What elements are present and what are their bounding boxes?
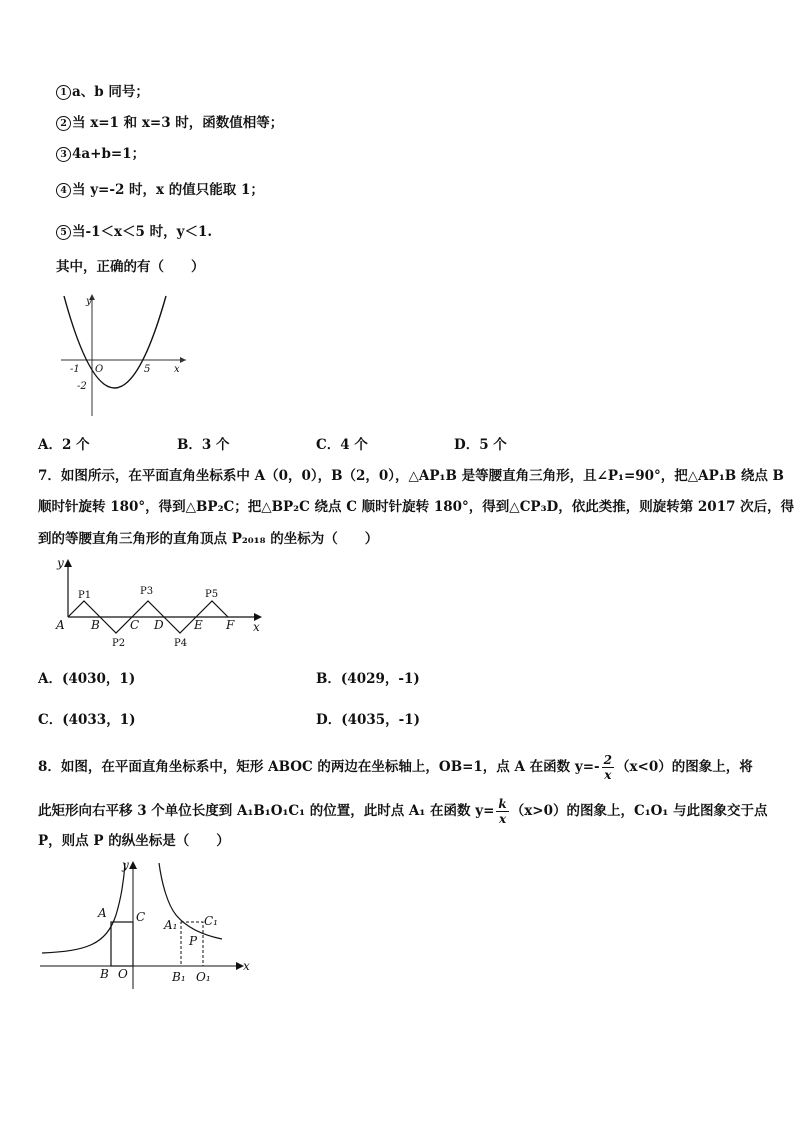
q6-option-b: B．3 个 bbox=[177, 437, 230, 453]
point-p5-label: P5 bbox=[205, 589, 219, 600]
point-a1-label: A₁ bbox=[164, 918, 178, 932]
point-b-label: B bbox=[91, 618, 100, 632]
point-b1-label: B₁ bbox=[172, 970, 186, 984]
hyperbola-figure bbox=[36, 855, 261, 990]
point-p3-label: P3 bbox=[140, 586, 154, 597]
statement-3 bbox=[56, 145, 145, 163]
statement-text: 当 x=1 和 x=3 时，函数值相等； bbox=[72, 115, 284, 131]
point-c-label: C bbox=[136, 910, 146, 924]
q8-text: （x>0）的图象上，C₁O₁ 与此图象交于点 bbox=[510, 803, 768, 819]
statement-5 bbox=[56, 223, 212, 241]
q7-option-c: C．(4033，1) bbox=[38, 712, 136, 728]
circled-number: 3 bbox=[56, 147, 71, 162]
q6-option-d: D．5 个 bbox=[454, 437, 507, 453]
q6-option-a: A．2 个 bbox=[38, 437, 90, 453]
circled-number: 2 bbox=[56, 116, 71, 131]
parabola-graph bbox=[56, 290, 191, 420]
tick-label-5: 5 bbox=[144, 364, 151, 375]
axis-y-label: y bbox=[57, 556, 64, 570]
axis-y-label: y bbox=[122, 858, 129, 872]
q8-text: 8．如图，在平面直角坐标系中，矩形 ABOC 的两边在坐标轴上，OB=1，点 A 在函数 y=- bbox=[38, 759, 600, 775]
circled-number: 1 bbox=[56, 85, 71, 100]
q7-line-3: 到的等腰直角三角形的直角顶点 P₂₀₁₈ 的坐标为（ ） bbox=[38, 531, 379, 547]
q8-line-1 bbox=[38, 753, 753, 782]
point-o1-label: O₁ bbox=[196, 970, 211, 984]
point-p-label: P bbox=[189, 934, 198, 948]
circled-number: 4 bbox=[56, 183, 71, 198]
rotation-figure bbox=[54, 555, 269, 655]
q8-line-2 bbox=[38, 797, 768, 826]
point-f-label: F bbox=[226, 618, 235, 632]
point-c1-label: C₁ bbox=[204, 914, 218, 928]
q7-line-1: 7．如图所示，在平面直角坐标系中 A（0，0），B（2，0），△AP₁B 是等腰直角三角形，且∠P₁=90°，把△AP₁B 绕点 B bbox=[38, 468, 784, 484]
fraction-denominator: x bbox=[498, 812, 507, 826]
statement-2 bbox=[56, 114, 283, 132]
fraction-denominator: x bbox=[604, 768, 612, 782]
statement-1 bbox=[56, 83, 149, 101]
statement-4 bbox=[56, 181, 264, 199]
point-c-label: C bbox=[130, 618, 140, 632]
y-axis-label: y bbox=[86, 296, 92, 307]
circled-number: 5 bbox=[56, 225, 71, 240]
q8-line-3: P，则点 P 的纵坐标是（ ） bbox=[38, 833, 230, 849]
fraction-numerator: 2 bbox=[603, 753, 612, 767]
tick-label-neg1: -1 bbox=[70, 364, 80, 375]
statement-text: 当-1＜x＜5 时，y＜1. bbox=[72, 224, 213, 240]
q8-text: （x<0）的图象上，将 bbox=[616, 759, 753, 775]
statement-text: 当 y=-2 时，x 的值只能取 1； bbox=[72, 182, 264, 198]
point-a-label: A bbox=[56, 618, 65, 632]
q7-line-2: 顺时针旋转 180°，得到△BP₂C；把△BP₂C 绕点 C 顺时针旋转 180°，得到△CP₃D，依此类推，则旋转第 2017 次后，得 bbox=[38, 499, 794, 515]
fraction-neg-2-over-x bbox=[602, 753, 614, 782]
axis-x-label: x bbox=[253, 620, 260, 634]
q6-option-c: C．4 个 bbox=[316, 437, 368, 453]
x-axis-label: x bbox=[174, 364, 180, 375]
point-p2-label: P2 bbox=[112, 638, 126, 649]
origin-label: O bbox=[95, 364, 104, 375]
point-o-label: O bbox=[118, 967, 128, 981]
statement-text: 4a+b=1； bbox=[72, 146, 146, 162]
tick-label-neg2: -2 bbox=[77, 381, 87, 392]
q7-option-b: B．(4029，-1) bbox=[316, 671, 420, 687]
point-b-label: B bbox=[100, 967, 109, 981]
point-p4-label: P4 bbox=[174, 638, 188, 649]
point-d-label: D bbox=[154, 618, 164, 632]
q7-option-a: A．(4030，1) bbox=[38, 671, 136, 687]
point-a-label: A bbox=[98, 906, 107, 920]
fraction-k-over-x bbox=[496, 797, 508, 826]
point-p1-label: P1 bbox=[78, 590, 92, 601]
statement-text: a、b 同号； bbox=[72, 84, 149, 100]
fraction-numerator: k bbox=[498, 797, 507, 811]
axis-x-label: x bbox=[243, 959, 250, 973]
q7-option-d: D．(4035，-1) bbox=[316, 712, 421, 728]
q6-question: 其中，正确的有（ ） bbox=[56, 259, 205, 275]
point-e-label: E bbox=[194, 618, 203, 632]
q8-text: 此矩形向右平移 3 个单位长度到 A₁B₁O₁C₁ 的位置，此时点 A₁ 在函数 y= bbox=[38, 803, 495, 819]
